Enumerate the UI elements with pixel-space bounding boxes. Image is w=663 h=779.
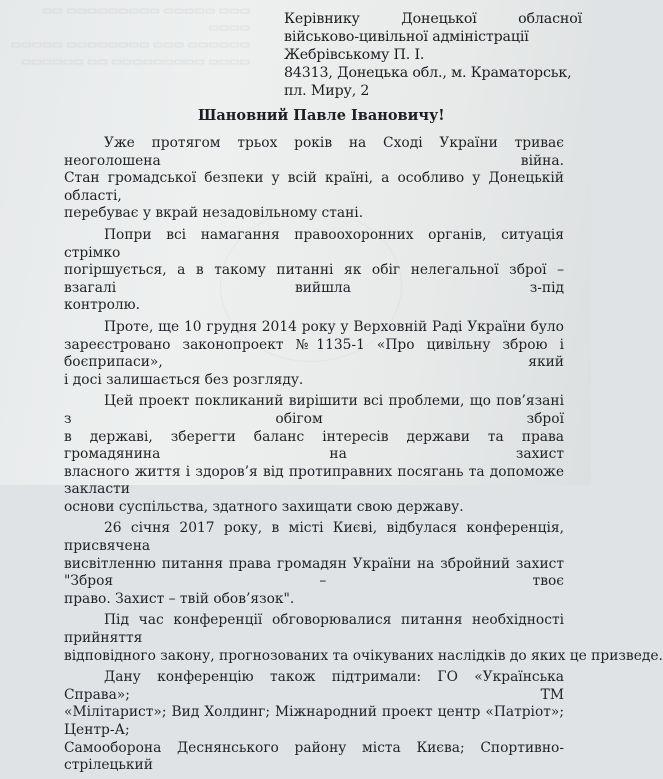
text-line: власного життя і здоров’я від протиправних посягань та допоможе закласти	[64, 463, 564, 498]
paragraph	[64, 669, 564, 775]
addressee-word-2: Донецької	[401, 11, 477, 27]
text-line: Дану конференцію також підтримали: ГО «Українська Справа»; ТМ	[64, 669, 564, 703]
text-line: Проте, ще 10 грудня 2014 року у Верховній Раді України було	[104, 318, 564, 335]
text-line: контролю.	[64, 297, 141, 314]
paragraph	[64, 612, 663, 665]
addressee-line-1	[284, 10, 582, 28]
text-line: право. Захист – твій обов’язок".	[64, 590, 295, 607]
paragraph	[64, 520, 564, 608]
paragraph	[64, 393, 564, 516]
addressee-block	[284, 10, 584, 100]
text-line: і досі залишається без розгляду.	[64, 371, 304, 388]
bleed-through-text: ▭▭▭ ▭▭▭▭▭ ▭▭▭▭▭▭▭▭▭ ▭▭ ▭▭▭▭ ▭▭▭▭▭▭ ▭▭▭ ▭▭▭▭▭▭▭▭ ▭▭▭▭▭ ▭▭▭▭ ▭▭▭▭▭▭▭▭▭ ▭▭ ▭▭▭▭▭▭	[10, 4, 250, 68]
text-line: відповідного закону, прогнозованих та очікуваних наслідків до яких це призведе.	[64, 647, 663, 664]
text-line: Самооборона Деснянського району міста Києва; Спортивно-стрілецький	[64, 739, 564, 774]
addressee-address: 84313, Донецька обл., м. Краматорськ,	[284, 65, 572, 81]
addressee-street: пл. Миру, 2	[284, 83, 370, 99]
paragraph	[64, 227, 564, 315]
addressee-line-2: військово-цивільної адміністрації	[284, 29, 529, 45]
letter-body	[64, 135, 663, 779]
text-line: Уже протягом трьох років на Сході України триває неоголошена війна.	[64, 135, 564, 169]
text-line: «Мілітарист»; Вид Холдинг; Міжнародний проект центр «Патріот»; Центр-А;	[64, 704, 564, 738]
text-line: перебуває у вкрай незадовільному стані.	[64, 205, 364, 222]
text-line: Попри всі намагання правоохоронних органів, ситуація стрімко	[64, 226, 564, 261]
text-line: в державі, зберегти баланс інтересів держави та права громадянина на захист	[64, 428, 564, 463]
text-line: Цей проект покликаний вирішити всі проблеми, що пов’язані з обігом зброї	[64, 393, 564, 427]
text-line: основи суспільства, здатного захищати свою державу.	[64, 498, 464, 515]
paragraph	[64, 135, 564, 223]
addressee-word-1: Керівнику	[284, 11, 360, 27]
text-line: Під час конференції обговорювалися питання необхідності прийняття	[64, 612, 564, 647]
addressee-name: Жебрівському П. І.	[284, 47, 425, 63]
paragraph	[64, 319, 564, 389]
text-line: 26 січня 2017 року, в місті Києві, відбулася конференція, присвячена	[64, 520, 564, 555]
text-line: Стан громадської безпеки у всій країні, а особливо у Донецькій області,	[64, 170, 564, 204]
text-line: погіршується, а в такому питанні як обіг нелегальної зброї – взагалі вийшла з-під	[64, 262, 564, 296]
text-line: висвітленню питання права громадян України на збройний захист "Зброя – твоє	[64, 555, 564, 590]
text-line: зареєстровано законопроект №1135-1 «Про цивільну зброю і боєприпаси», який	[64, 336, 564, 371]
salutation: Шановний Павле Івановичу!	[198, 107, 445, 124]
addressee-word-3: обласної	[518, 11, 582, 27]
